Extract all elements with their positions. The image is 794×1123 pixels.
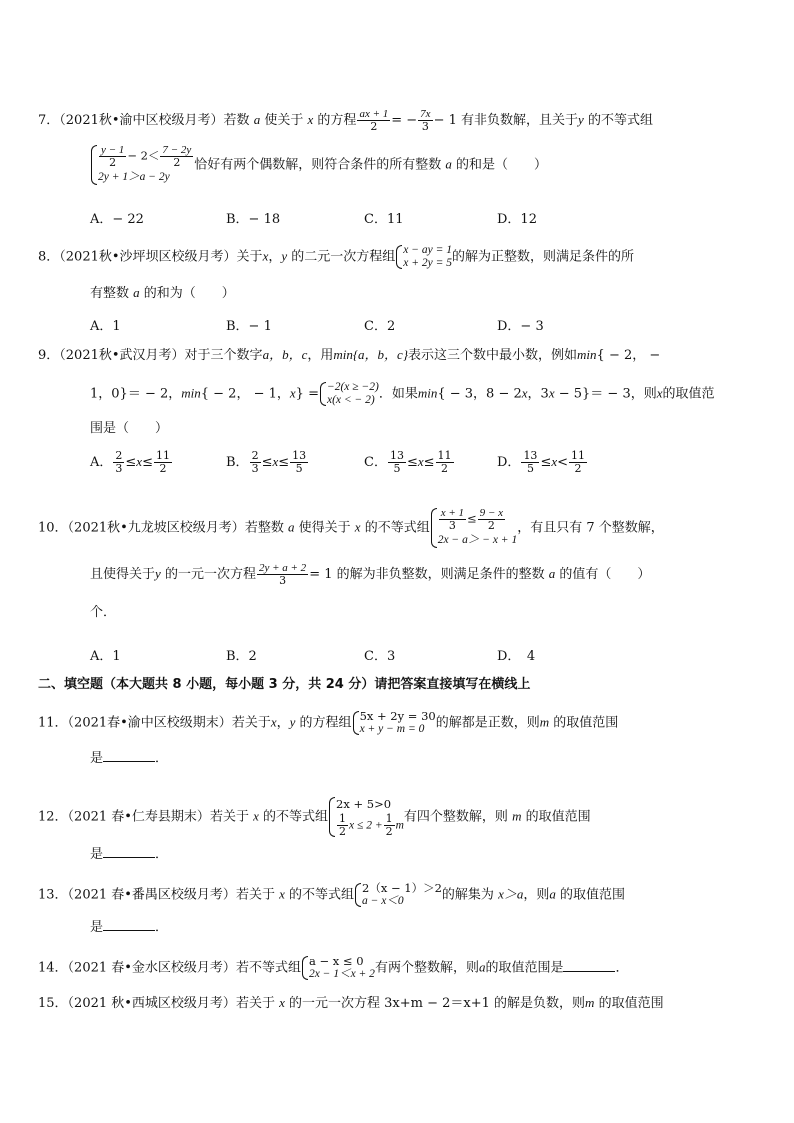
question-7-line-2: $\frac{y - 1}{2}$ − 2＜ $\frac{7 - 2y}{2}$ 2y + 1＞a − 2y 恰好有两个偶数解，则符合条件的所有整数 a 的和是（ ） [90,144,547,186]
question-11-line-2: 是 ． [90,751,169,766]
equation-system: 5x + 2y = 30 x + y − m = 0 [352,710,436,736]
question-9-line-3: 围是（ ） [90,421,169,436]
question-15-line-1: 15．（2021 秋•西城区校级月考）若关于 x 的一元一次方程 3x+m − 2＝x+1 的解是负数，则m 的取值范围 [38,995,664,1011]
equation-system: x − ay = 1 x + 2y = 5 [395,244,452,270]
option-b[interactable]: B． $\frac{2}{3}$ ≤x≤ $\frac{13}{5}$ [226,449,307,475]
option-d[interactable]: D．12 [497,212,537,227]
inequality-system: a − x ≤ 0 2x − 1＜x + 2 [301,955,375,981]
option-c[interactable]: C．3 [364,649,396,664]
question-12-line-1: 12．（2021 春•仁寿县期末）若关于 x 的不等式组 2x + 5>0 $\frac{1}{2}$ x ≤ 2 + $\frac{1}{2}$ m 有四个整数解，则 m 的取值范围 [38,797,591,838]
question-9-line-1: 9．（2021秋•武汉月考）对于三个数字a，b，c，用min{a，b，c}表示这三个数中最小数，例如min{ − 2， − [38,347,661,363]
answer-blank[interactable] [563,959,615,972]
option-a[interactable]: A．1 [90,319,121,334]
option-a[interactable]: A．1 [90,649,121,664]
inequality-system: 2x + 5>0 $\frac{1}{2}$ x ≤ 2 + $\frac{1}{2}$ m [328,796,404,838]
question-11-line-1: 11．（2021春•渝中区校级期末）若关于x，y 的方程组 5x + 2y = 30 x + y − m = 0 的解都是正数，则m 的取值范围 [38,709,619,735]
option-b[interactable]: B．− 18 [226,212,281,227]
inequality-system: $\frac{x + 1}{3}$ ≤ $\frac{9 - x}{2}$ 2x − a＞ − x + 1 [430,507,518,549]
option-d[interactable]: D． 4 [497,649,536,664]
piecewise-definition: −2(x ≥ −2) x(x < − 2) [319,381,379,407]
answer-blank[interactable] [103,918,155,931]
option-b[interactable]: B．− 1 [226,319,272,334]
option-a[interactable]: A．− 22 [90,212,144,227]
fraction: $\frac{ax + 1}{2}$ [359,108,389,133]
option-c[interactable]: C．2 [364,319,396,334]
inequality-system: 2（x − 1）＞2 a − x＜0 [354,882,442,908]
fraction: $\frac{7x}{3}$ [420,108,431,133]
question-12-line-2: 是 ． [90,847,169,862]
option-d[interactable]: D． $\frac{13}{5}$ ≤x< $\frac{11}{2}$ [497,449,586,475]
question-7-line-1: 7．（2021秋•渝中区校级月考）若数 a 使关于 x 的方程 $\frac{ax + 1}{2}$ = − $\frac{7x}{3}$ − 1 有非负数解，且关于y 的不等式组 [38,108,653,133]
answer-blank[interactable] [103,749,155,762]
answer-blank[interactable] [103,845,155,858]
question-10-line-3: 个． [90,605,117,620]
fraction: $\frac{2y + a + 2}{3}$ [258,562,307,587]
question-9-line-2: 1，0}＝ − 2，min{ − 2， − 1，x} = −2(x ≥ −2) x(x < − 2) ．如果min{ − 3，8 − 2x，3x − 5}＝ − 3，则x的取值范 [90,381,715,406]
inequality-system: $\frac{y - 1}{2}$ − 2＜ $\frac{7 - 2y}{2}$ 2y + 1＞a − 2y [90,144,194,186]
option-c[interactable]: C．11 [364,212,404,227]
question-10-line-2: 且使得关于y 的一元一次方程 $\frac{2y + a + 2}{3}$ = 1 的解为非负整数，则满足条件的整数 a 的值有（ ） [90,562,651,587]
question-8-line-2: 有整数 a 的和为（ ） [90,285,235,301]
option-b[interactable]: B．2 [226,649,257,664]
question-8-line-1: 8．（2021秋•沙坪坝区校级月考）关于x，y 的二元一次方程组 x − ay = 1 x + 2y = 5 的解为正整数，则满足条件的所 [38,244,635,269]
question-13-line-2: 是 ． [90,920,169,935]
question-13-line-1: 13．（2021 春•番禺区校级月考）若关于 x 的不等式组 2（x − 1）＞2 a − x＜0 的解集为 x＞a，则a 的取值范围 [38,881,626,907]
option-a[interactable]: A． $\frac{2}{3}$ ≤x≤ $\frac{11}{2}$ [90,449,170,475]
option-d[interactable]: D．− 3 [497,319,544,334]
section-2-heading: 二、填空题（本大题共 8 小题，每小题 3 分，共 24 分）请把答案直接填写在横线上 [38,677,531,692]
question-14-line-1: 14．（2021 春•金水区校级月考）若不等式组 a − x ≤ 0 2x − 1＜x + 2 有两个整数解，则a的取值范围是 ． [38,954,629,980]
question-10-line-1: 10．（2021秋•九龙坡区校级月考）若整数 a 使得关于 x 的不等式组 $\frac{x + 1}{3}$ ≤ $\frac{9 - x}{2}$ 2x − a＞ − x + 1 ，有且只有 7 个整数解， [38,507,664,549]
option-c[interactable]: C． $\frac{13}{5}$ ≤x≤ $\frac{11}{2}$ [364,449,452,475]
